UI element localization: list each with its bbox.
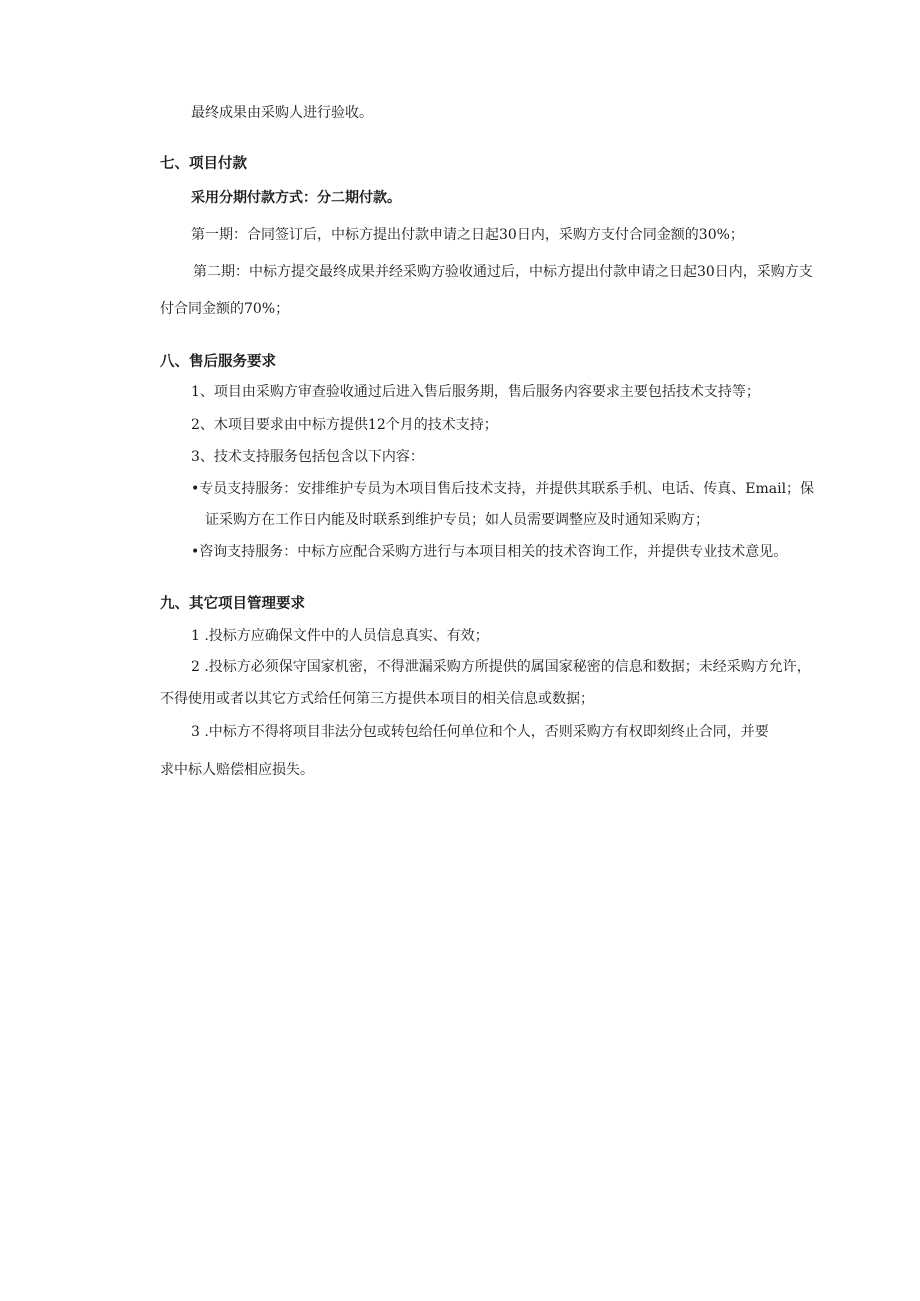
- management-item3-line2: 求中标人赔偿相应损失。: [160, 762, 314, 778]
- service-bullet1-line2: 证采购方在工作日内能及时联系到维护专员；如人员需要调整应及时通知采购方；: [205, 512, 709, 528]
- payment-phase2-line2: 付合同金额的70%；: [160, 301, 290, 317]
- management-item1-text: 1 .投标方应确保文件中的人员信息真实、有效；: [191, 628, 489, 644]
- section8-heading: 八、售后服务要求: [160, 354, 276, 370]
- payment-phase1-text: 第一期：合同签订后，中标方提出付款申请之日起30日内，采购方支付合同金额的30%；: [191, 227, 744, 243]
- section9-heading: 九、其它项目管理要求: [160, 596, 305, 612]
- payment-method-text: 采用分期付款方式：分二期付款。: [191, 190, 401, 206]
- section7-heading: 七、项目付款: [160, 156, 247, 172]
- management-item2-line1: 2 .投标方必须保守国家机密，不得泄漏采购方所提供的属国家秘密的信息和数据；未经采购方允许，: [191, 659, 811, 675]
- service-item1-text: 1、项目由采购方审查验收通过后进入售后服务期，售后服务内容要求主要包括技术支持等；: [191, 384, 760, 400]
- service-bullet1-line1: •专员支持服务：安排维护专员为木项目售后技术支持，并提供其联系手机、电话、传真、Email；保: [191, 481, 815, 497]
- management-item2-line2: 不得使用或者以其它方式给任何第三方提供本项目的相关信息或数据；: [160, 691, 594, 707]
- service-item3-text: 3、技术支持服务包括包含以下内容：: [191, 449, 424, 465]
- management-item3-line1: 3 .中标方不得将项目非法分包或转包给任何单位和个人，否则采购方有权即刻终止合同，并要: [191, 724, 769, 740]
- section6-tail-text: 最终成果由采购人进行验收。: [191, 105, 373, 121]
- service-bullet2-text: •咨询支持服务：中标方应配合采购方进行与本项目相关的技术咨询工作，并提供专业技术意见。: [191, 544, 788, 560]
- payment-phase2-line1: 第二期：中标方提交最终成果并经采购方验收通过后，中标方提出付款申请之日起30日内，采购方支: [193, 264, 813, 280]
- service-item2-text: 2、木项目要求由中标方提供12个月的技术支持；: [191, 417, 498, 433]
